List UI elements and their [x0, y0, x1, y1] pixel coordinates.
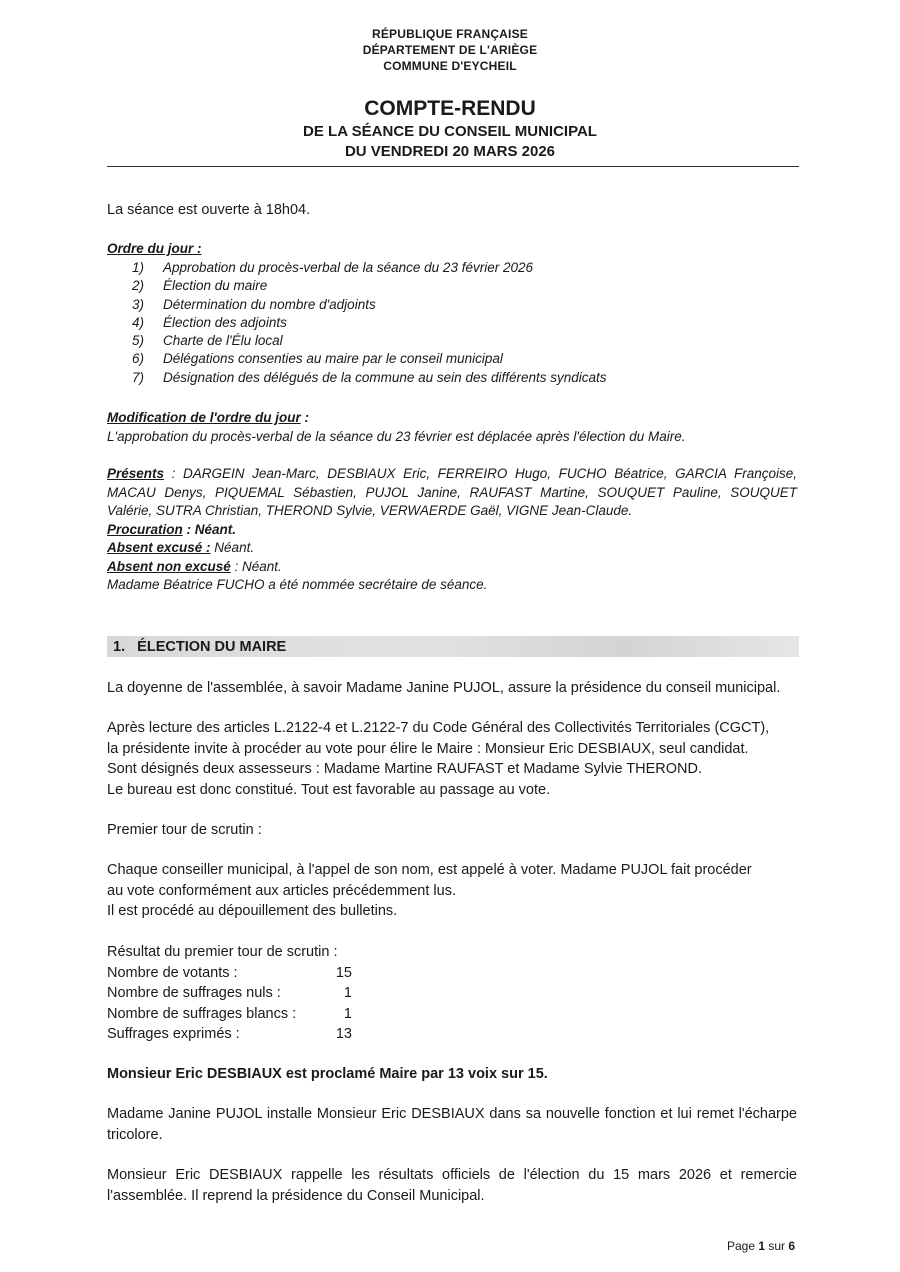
result-value: 1: [343, 1005, 352, 1022]
modification-colon: :: [300, 410, 309, 425]
paragraph-line: Il est procédé au dépouillement des bulletins.: [107, 903, 398, 919]
title-main: COMPTE-RENDU: [364, 97, 536, 120]
paragraph-line: au vote conformément aux articles précédemment lus.: [107, 882, 456, 899]
paragraph-line: Le bureau est donc constitué. Tout est favorable au passage au vote.: [107, 781, 551, 798]
agenda-item-number: 6): [132, 351, 145, 367]
title-subtitle-2: DU VENDREDI 20 MARS 2026: [344, 143, 556, 160]
section-title: 1. ÉLECTION DU MAIRE: [113, 639, 287, 655]
document-title: [0, 96, 900, 162]
paragraph-line: Chaque conseiller municipal, à l'appel de son nom, est appelé à voter. Madame PUJOL fait procéder: [107, 862, 752, 878]
agenda-item-text: Charte de l'Élu local: [163, 333, 283, 349]
absent-excuse-text: Néant.: [210, 540, 255, 555]
modification-heading: Modification de l'ordre du jour: [107, 410, 301, 425]
page-total: 6: [788, 1239, 796, 1253]
header-departement: DÉPARTEMENT DE L'ARIÈGE: [362, 43, 538, 57]
absent-non-excuse-label: Absent non excusé: [107, 558, 231, 574]
list-item: [132, 277, 792, 295]
agenda-item-number: 3): [132, 296, 145, 312]
result-value: 13: [335, 1026, 352, 1042]
agenda-item-number: 7): [132, 369, 145, 385]
section-heading-bar: [107, 636, 799, 657]
result-label: Nombre de suffrages nuls :: [107, 985, 281, 1001]
absent-excuse-label: Absent excusé :: [107, 540, 211, 555]
opening-text: La séance est ouverte à 18h04.: [107, 202, 311, 218]
list-item: [132, 314, 792, 332]
section1-paragraph-6: Monsieur Eric DESBIAUX rappelle les résultats officiels de l'élection du 15 mars 2026 et remercie l'assemblée. Il reprend la présidence du Conseil Municipal.: [107, 1167, 797, 1204]
section1-paragraph-3: Premier tour de scrutin :: [107, 822, 262, 838]
page-of-word: sur: [765, 1239, 789, 1253]
agenda-item-number: 5): [132, 333, 145, 349]
presents-text: : DARGEIN Jean-Marc, DESBIAUX Eric, FERREIRO Hugo, FUCHO Béatrice, GARCIA Françoise, MACAU Denys, PIQUEMAL Sébastien, PUJOL Janine, RAUFAST Martine, SOUQUET Pauline, SOUQUET Valérie, SUTRA Christian, THEROND Sylvie, VERWAERDE Gaël, VIGNE Jean-Claude.: [107, 466, 797, 518]
section1-paragraph-5: Madame Janine PUJOL installe Monsieur Eric DESBIAUX dans sa nouvelle fonction et lui remet l'écharpe tricolore.: [107, 1106, 797, 1143]
paragraph-line: Après lecture des articles L.2122-4 et L.2122-7 du Code Général des Collectivités Territoriales (CGCT),: [107, 720, 770, 736]
proclamation-text: Monsieur Eric DESBIAUX est proclamé Maire par 13 voix sur 15.: [107, 1066, 548, 1082]
title-divider: [107, 166, 799, 167]
results-block: [107, 942, 797, 1045]
agenda-item-number: 2): [132, 278, 145, 294]
result-value: 1: [343, 985, 352, 1001]
presents-label: Présents: [107, 466, 165, 481]
secretary-text: Madame Béatrice FUCHO a été nommée secrétaire de séance.: [107, 577, 488, 592]
agenda-item-text: Élection des adjoints: [163, 314, 287, 330]
section1-paragraph-2: [107, 718, 797, 800]
agenda-item-number: 4): [132, 314, 145, 330]
results-heading: Résultat du premier tour de scrutin :: [107, 944, 338, 960]
agenda-item-text: Approbation du procès-verbal de la séance du 23 février 2026: [163, 260, 533, 275]
result-label: Suffrages exprimés :: [107, 1026, 240, 1042]
table-row: [107, 1024, 797, 1045]
agenda-item-text: Élection du maire: [163, 278, 268, 294]
table-row: [107, 983, 797, 1004]
agenda-item-number: 1): [132, 260, 145, 275]
paragraph-line: la présidente invite à procéder au vote pour élire le Maire : Monsieur Eric DESBIAUX, seul candidat.: [107, 740, 749, 757]
table-row: [107, 1004, 797, 1025]
agenda-item-text: Détermination du nombre d'adjoints: [163, 296, 376, 312]
attendance-block: [107, 465, 797, 595]
list-item: [132, 259, 792, 277]
agenda-item-text: Désignation des délégués de la commune au sein des différents syndicats: [163, 369, 607, 385]
page-word: Page: [727, 1239, 759, 1253]
page-number: [727, 1238, 795, 1254]
document-header: [0, 26, 900, 74]
list-item: [132, 332, 792, 350]
agenda-item-text: Délégations consenties au maire par le conseil municipal: [163, 351, 503, 367]
list-item: [132, 350, 792, 368]
title-subtitle-1: DE LA SÉANCE DU CONSEIL MUNICIPAL: [303, 123, 597, 140]
agenda-heading: [107, 240, 797, 259]
header-commune: COMMUNE D'EYCHEIL: [383, 59, 517, 73]
result-label: Nombre de suffrages blancs :: [107, 1005, 297, 1022]
modification-text: L'approbation du procès-verbal de la séance du 23 février est déplacée après l'élection du Maire.: [107, 428, 686, 444]
list-item: [132, 296, 792, 314]
absent-non-excuse-text: : Néant.: [230, 558, 282, 574]
agenda-list: [132, 259, 792, 387]
procuration-label: Procuration: [107, 521, 183, 537]
agenda-heading-label: Ordre du jour :: [107, 241, 202, 256]
page-current: 1: [758, 1239, 766, 1253]
modification-block: [107, 409, 797, 446]
result-value: 15: [335, 964, 352, 981]
section1-paragraph-1: La doyenne de l'assemblée, à savoir Madame Janine PUJOL, assure la présidence du conseil municipal.: [107, 680, 781, 696]
result-label: Nombre de votants :: [107, 964, 238, 981]
paragraph-line: Sont désignés deux assesseurs : Madame Martine RAUFAST et Madame Sylvie THEROND.: [107, 761, 703, 777]
section1-paragraph-4: [107, 860, 797, 922]
list-item: [132, 369, 792, 387]
header-republique: RÉPUBLIQUE FRANÇAISE: [371, 27, 528, 41]
procuration-text: : Néant.: [182, 521, 237, 537]
table-row: [107, 963, 797, 984]
